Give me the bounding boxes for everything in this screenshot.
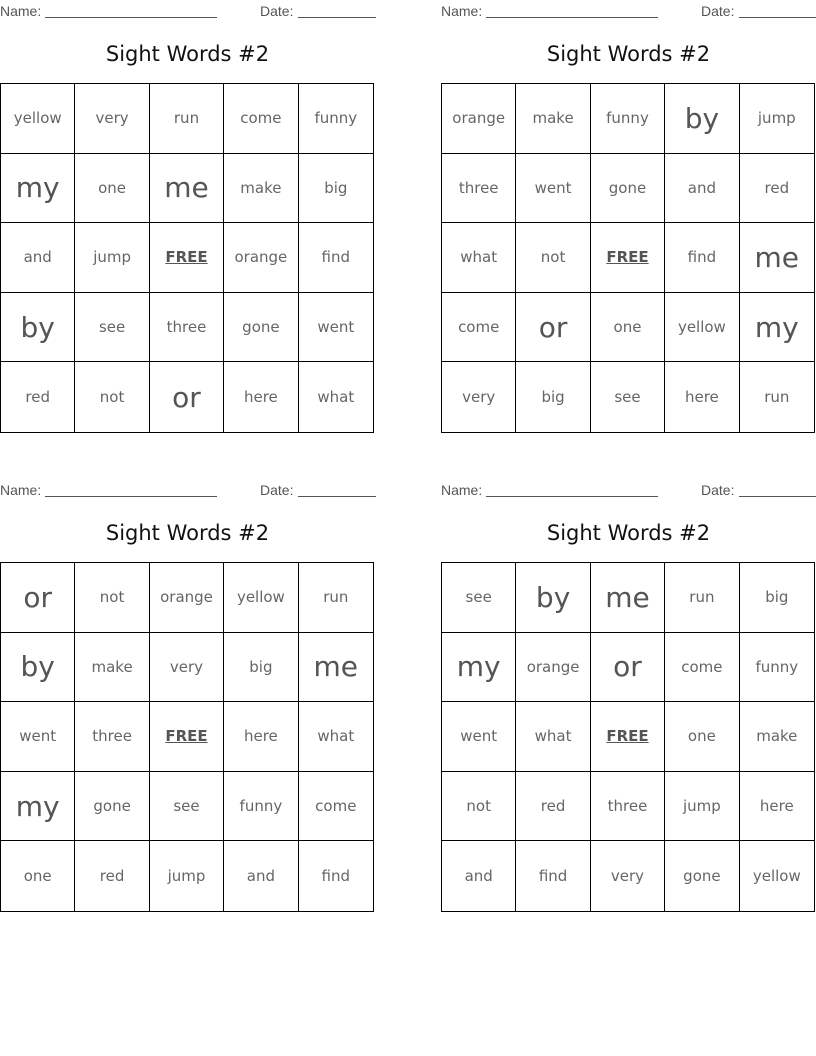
date-blank-line [298, 17, 376, 18]
bingo-cell: gone [75, 772, 149, 842]
bingo-cell: see [150, 772, 224, 842]
bingo-cell: come [224, 84, 298, 154]
bingo-cell: me [299, 633, 373, 703]
bingo-grid [441, 562, 815, 912]
bingo-cell: funny [740, 633, 814, 703]
bingo-cell: not [75, 362, 149, 432]
bingo-cell: very [75, 84, 149, 154]
bingo-cell: one [75, 154, 149, 224]
bingo-cell: went [299, 293, 373, 363]
bingo-cell: or [1, 563, 75, 633]
bingo-cell: yellow [1, 84, 75, 154]
bingo-cell: orange [516, 633, 590, 703]
bingo-cell: or [150, 362, 224, 432]
bingo-cell: went [516, 154, 590, 224]
bingo-cell: run [150, 84, 224, 154]
bingo-cell: run [299, 563, 373, 633]
bingo-cell: make [75, 633, 149, 703]
bingo-cell: jump [75, 223, 149, 293]
bingo-card [0, 0, 376, 440]
bingo-cell: come [442, 293, 516, 363]
bingo-cell: my [1, 154, 75, 224]
bingo-cell: very [442, 362, 516, 432]
name-label: Name: [441, 3, 483, 19]
bingo-cell: orange [224, 223, 298, 293]
bingo-cell: not [442, 772, 516, 842]
name-blank-line [45, 17, 217, 18]
bingo-card [441, 479, 816, 919]
bingo-cell: three [591, 772, 665, 842]
bingo-cell: here [224, 362, 298, 432]
bingo-cell: went [1, 702, 75, 772]
bingo-cell: not [516, 223, 590, 293]
bingo-cell: by [516, 563, 590, 633]
bingo-cell: gone [665, 841, 739, 911]
date-blank-line [739, 496, 816, 497]
bingo-cell: what [516, 702, 590, 772]
date-label: Date: [701, 3, 735, 19]
bingo-grid [0, 562, 374, 912]
bingo-cell: three [442, 154, 516, 224]
name-label: Name: [441, 482, 483, 498]
bingo-cell: one [591, 293, 665, 363]
bingo-cell: three [75, 702, 149, 772]
bingo-cell: jump [740, 84, 814, 154]
bingo-cell: see [75, 293, 149, 363]
name-date-row [441, 482, 816, 498]
bingo-cell: big [516, 362, 590, 432]
bingo-cell: red [75, 841, 149, 911]
bingo-cell: my [442, 633, 516, 703]
free-space-cell: FREE [591, 223, 665, 293]
bingo-cell: not [75, 563, 149, 633]
bingo-cell: very [591, 841, 665, 911]
bingo-cell: one [1, 841, 75, 911]
bingo-cell: and [665, 154, 739, 224]
bingo-cell: went [442, 702, 516, 772]
name-label: Name: [0, 482, 42, 498]
bingo-cell: gone [591, 154, 665, 224]
bingo-cell: find [321, 867, 351, 886]
card-title: Sight Words #2 [105, 521, 270, 545]
date-label: Date: [260, 3, 294, 19]
name-blank-line [486, 496, 658, 497]
bingo-cell: or [516, 293, 590, 363]
bingo-cell: funny [591, 84, 665, 154]
bingo-cell: what [317, 388, 355, 407]
free-space-cell: FREE [150, 223, 224, 293]
bingo-cell: very [150, 633, 224, 703]
bingo-cell: me [740, 223, 814, 293]
free-space-cell: FREE [591, 702, 665, 772]
bingo-cell: and [442, 841, 516, 911]
bingo-cell: find [299, 223, 373, 293]
bingo-cell: my [740, 293, 814, 363]
card-title: Sight Words #2 [546, 521, 711, 545]
bingo-cell: find [516, 841, 590, 911]
date-blank-line [298, 496, 376, 497]
bingo-card [0, 479, 376, 919]
date-blank-line [739, 17, 816, 18]
bingo-cell: and [224, 841, 298, 911]
bingo-cell: run [764, 388, 790, 407]
bingo-cell: orange [442, 84, 516, 154]
bingo-cell: funny [224, 772, 298, 842]
bingo-cell: orange [150, 563, 224, 633]
bingo-cell: red [740, 154, 814, 224]
free-space-cell: FREE [150, 702, 224, 772]
bingo-cell: big [740, 563, 814, 633]
name-blank-line [45, 496, 217, 497]
bingo-cell: big [299, 154, 373, 224]
card-title: Sight Words #2 [105, 42, 270, 66]
bingo-cell: funny [299, 84, 373, 154]
bingo-cell: find [665, 223, 739, 293]
bingo-cell: my [1, 772, 75, 842]
bingo-cell: come [665, 633, 739, 703]
bingo-cell: me [150, 154, 224, 224]
bingo-cell: jump [150, 841, 224, 911]
bingo-cell: make [224, 154, 298, 224]
bingo-grid [0, 83, 374, 433]
bingo-cell: by [1, 633, 75, 703]
bingo-cell: yellow [665, 293, 739, 363]
date-label: Date: [701, 482, 735, 498]
bingo-cell: what [299, 702, 373, 772]
bingo-cell: see [591, 362, 665, 432]
name-date-row [0, 482, 376, 498]
bingo-cell: red [516, 772, 590, 842]
bingo-cell: what [442, 223, 516, 293]
bingo-cell: gone [224, 293, 298, 363]
bingo-grid [441, 83, 815, 433]
bingo-cell: yellow [752, 867, 801, 886]
bingo-cell: make [740, 702, 814, 772]
bingo-card [441, 0, 816, 440]
bingo-cell: run [665, 563, 739, 633]
bingo-cell: by [665, 84, 739, 154]
bingo-cell: three [150, 293, 224, 363]
bingo-cell: big [224, 633, 298, 703]
bingo-cell: here [224, 702, 298, 772]
name-blank-line [486, 17, 658, 18]
card-title: Sight Words #2 [546, 42, 711, 66]
bingo-cell: red [1, 362, 75, 432]
name-date-row [441, 3, 816, 19]
bingo-cell: make [516, 84, 590, 154]
bingo-cell: come [299, 772, 373, 842]
name-date-row [0, 3, 376, 19]
bingo-cell: or [591, 633, 665, 703]
name-label: Name: [0, 3, 42, 19]
bingo-cell: here [665, 362, 739, 432]
date-label: Date: [260, 482, 294, 498]
bingo-cell: one [665, 702, 739, 772]
bingo-cell: jump [665, 772, 739, 842]
bingo-cell: here [740, 772, 814, 842]
bingo-cell: by [1, 293, 75, 363]
bingo-cell: yellow [224, 563, 298, 633]
bingo-cell: me [591, 563, 665, 633]
bingo-cell: and [1, 223, 75, 293]
bingo-cell: see [442, 563, 516, 633]
